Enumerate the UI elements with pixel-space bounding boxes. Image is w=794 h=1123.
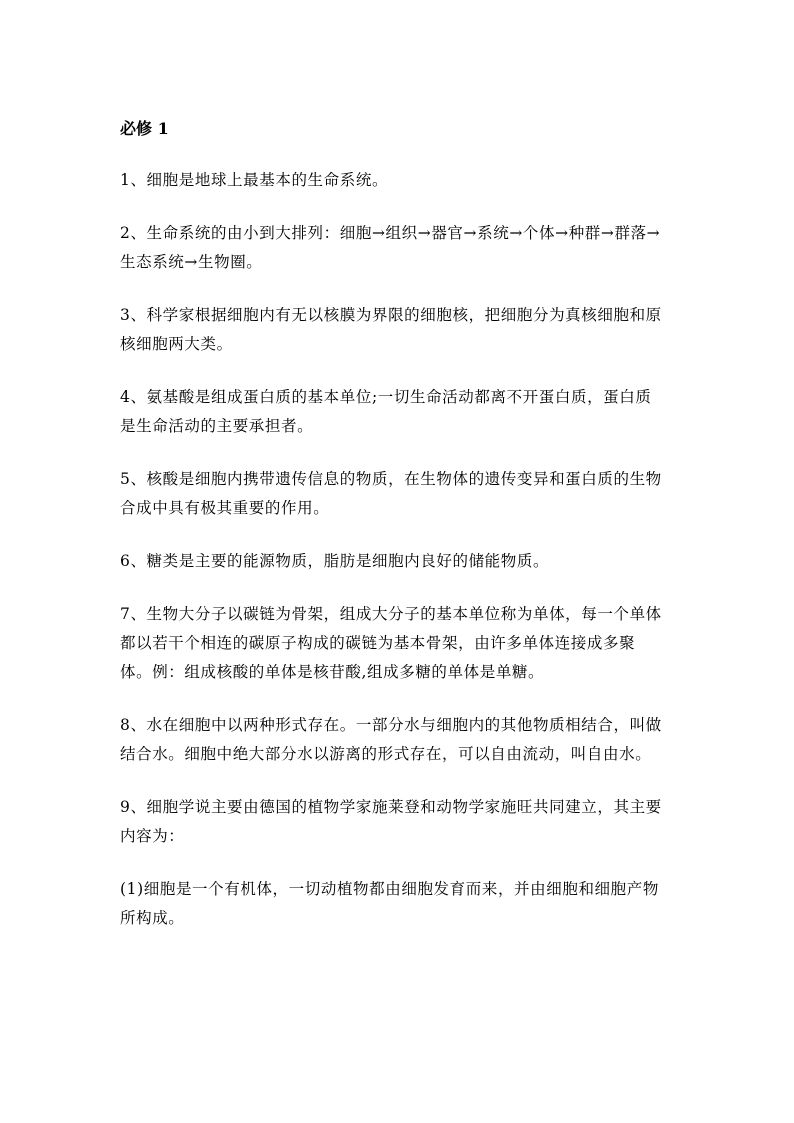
paragraph-6: 6、糖类是主要的能源物质，脂肪是细胞内良好的储能物质。 [120,552,550,570]
paragraph-1: 1、细胞是地球上最基本的生命系统。 [120,171,389,189]
section-heading: 必修 1 [120,119,169,138]
paragraph-3: 3、科学家根据细胞内有无以核膜为界限的细胞核，把细胞分为真核细胞和原核细胞两大类。 [120,306,662,353]
paragraph-9-1: (1)细胞是一个有机体，一切动植物都由细胞发育而来，并由细胞和细胞产物所构成。 [120,880,659,927]
paragraph-2: 2、生命系统的由小到大排列：细胞→组织→器官→系统→个体→种群→群落→生态系统→生物圈。 [120,224,661,271]
paragraph-5: 5、核酸是细胞内携带遗传信息的物质，在生物体的遗传变异和蛋白质的生物合成中具有极其重要的作用。 [120,470,662,517]
paragraph-7: 7、生物大分子以碳链为骨架，组成大分子的基本单位称为单体，每一个单体都以若干个相连的碳原子构成的碳链为基本骨架，由许多单体连接成多聚体。例：组成核酸的单体是核苷酸,组成多糖的单体是单糖。 [120,605,662,681]
paragraph-9: 9、细胞学说主要由德国的植物学家施莱登和动物学家施旺共同建立，其主要内容为： [120,798,662,845]
document-body [120,116,666,957]
paragraph-4: 4、氨基酸是组成蛋白质的基本单位;一切生命活动都离不开蛋白质，蛋白质是生命活动的主要承担者。 [120,388,652,435]
paragraph-8: 8、水在细胞中以两种形式存在。一部分水与细胞内的其他物质相结合，叫做结合水。细胞中绝大部分水以游离的形式存在，可以自由流动，叫自由水。 [120,716,662,763]
